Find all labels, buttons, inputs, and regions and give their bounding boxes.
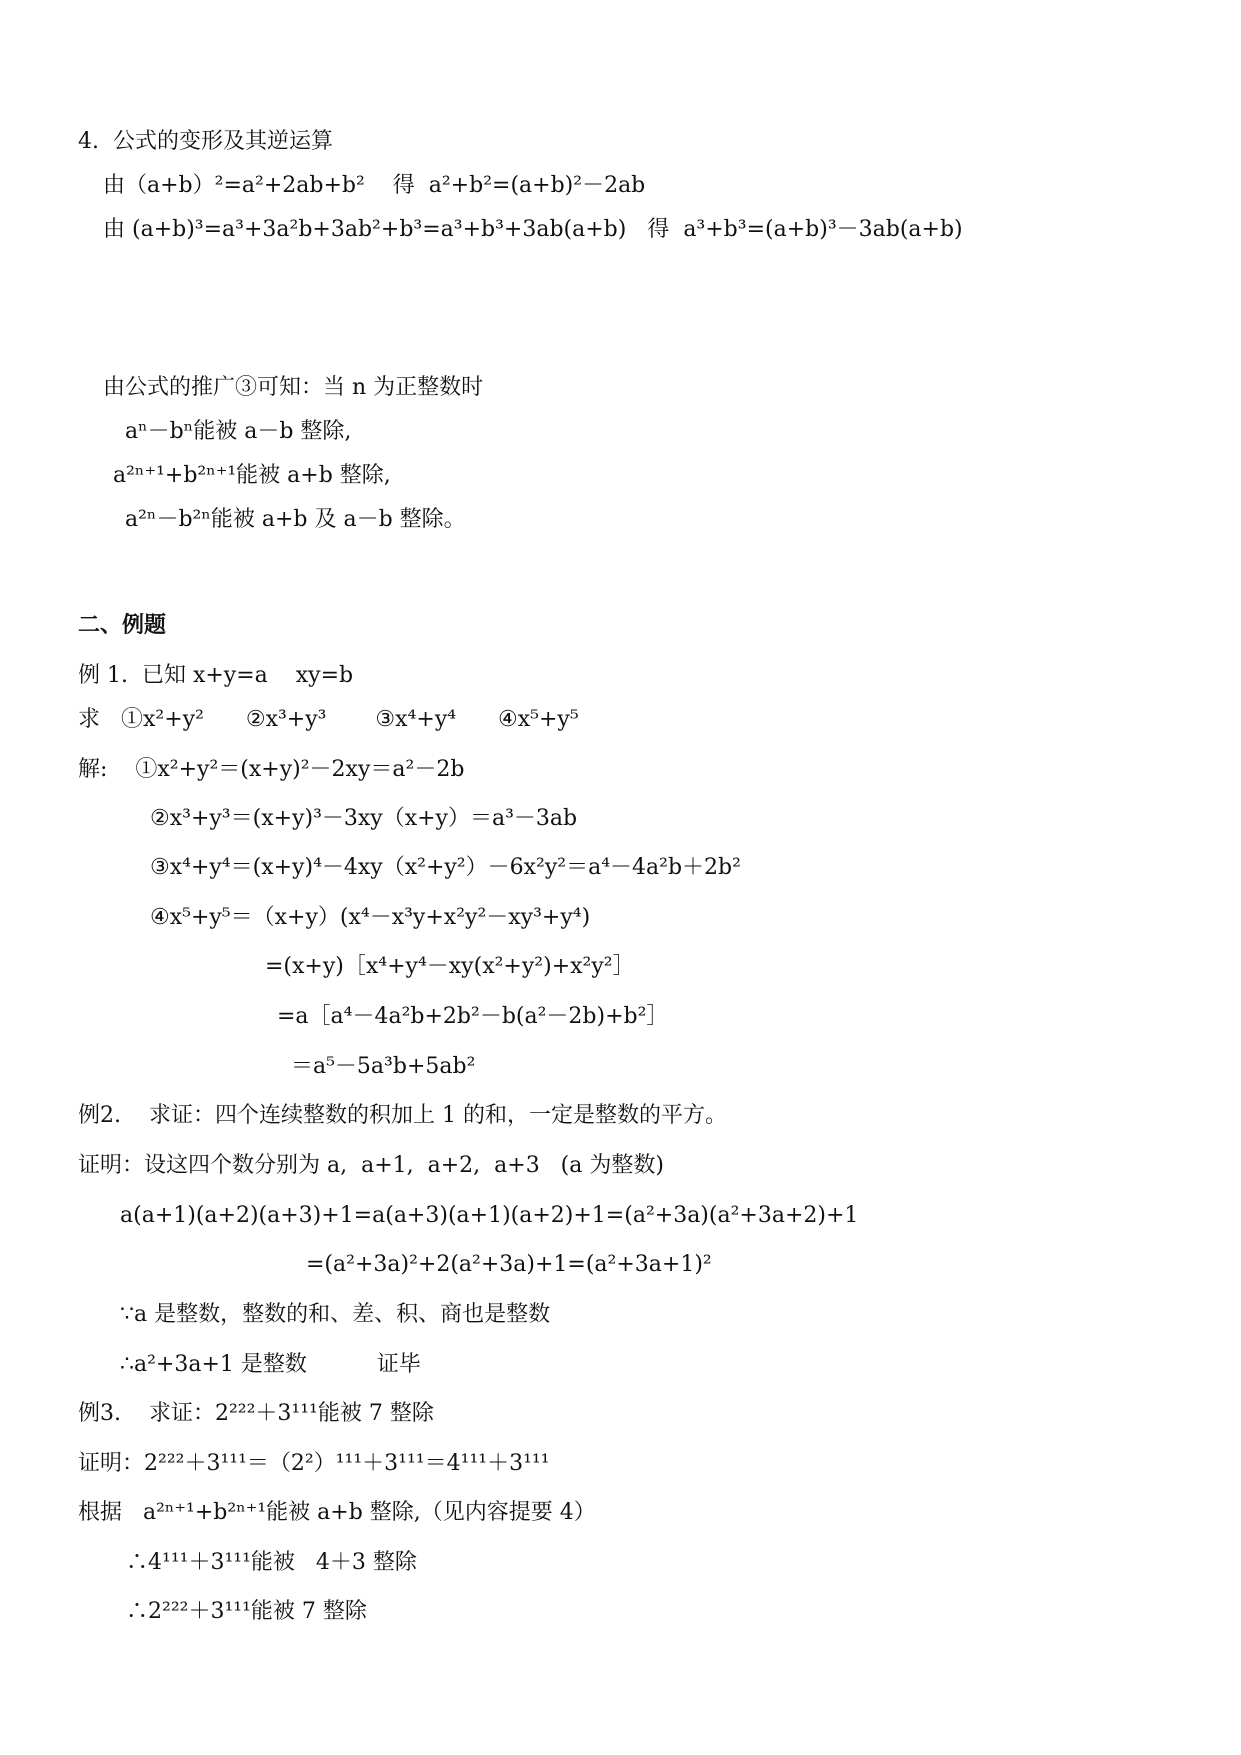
example-2-proof-expansion: a(a+1)(a+2)(a+3)+1=a(a+3)(a+1)(a+2)+1=(a²+3a)(a²+3a+2)+1 <box>120 1203 859 1228</box>
example-3-therefore-2: ∴2²²²＋3¹¹¹能被 7 整除 <box>126 1599 367 1624</box>
example-2-because: ∵a 是整数，整数的和、差、积、商也是整数 <box>120 1302 551 1327</box>
example-1-ask: 求 ①x²+y² ②x³+y³ ③x⁴+y⁴ ④x⁵+y⁵ <box>78 707 579 732</box>
example-1-solution-2: ②x³+y³＝(x+y)³－3xy（x+y）＝a³－3ab <box>150 806 578 831</box>
example-1-solution-4: ④x⁵+y⁵＝（x+y）(x⁴－x³y+x²y²－xy³+y⁴) <box>150 905 591 930</box>
section-4-heading: 4. 公式的变形及其逆运算 <box>78 129 333 154</box>
formula-line-square: 由（a+b）²=a²+2ab+b² 得 a²+b²=(a+b)²－2ab <box>103 173 646 198</box>
example-2-therefore: ∴a²+3a+1 是整数 证毕 <box>120 1352 421 1377</box>
example-2-proof-setup: 证明：设这四个数分别为 a, a+1, a+2, a+3 (a 为整数) <box>78 1153 664 1178</box>
example-1-solution-4-step-2: =(x+y)［x⁴+y⁴－xy(x²+y²)+x²y²］ <box>265 954 635 979</box>
formula-line-cube: 由 (a+b)³=a³+3a²b+3ab²+b³=a³+b³+3ab(a+b) 得 a³+b³=(a+b)³－3ab(a+b) <box>103 217 963 242</box>
example-1-solution-1: 解: ①x²+y²＝(x+y)²－2xy＝a²－2b <box>78 757 465 782</box>
example-3-basis: 根据 a²ⁿ⁺¹+b²ⁿ⁺¹能被 a+b 整除,（见内容提要 4） <box>78 1500 596 1525</box>
example-3-therefore-1: ∴4¹¹¹＋3¹¹¹能被 4＋3 整除 <box>126 1550 417 1575</box>
example-2-statement: 例2. 求证：四个连续整数的积加上 1 的和，一定是整数的平方。 <box>78 1103 727 1128</box>
example-1-solution-4-step-3: =a［a⁴－4a²b+2b²－b(a²－2b)+b²］ <box>277 1004 669 1029</box>
divisibility-rule-2: a²ⁿ⁺¹+b²ⁿ⁺¹能被 a+b 整除, <box>113 463 391 488</box>
divisibility-rule-1: aⁿ－bⁿ能被 a－b 整除, <box>125 419 352 444</box>
example-1-given: 例 1. 已知 x+y=a xy=b <box>78 663 354 688</box>
divisibility-rule-3: a²ⁿ－b²ⁿ能被 a+b 及 a－b 整除。 <box>125 507 466 532</box>
example-1-solution-4-step-4: ＝a⁵－5a³b+5ab² <box>291 1054 476 1079</box>
example-3-statement: 例3. 求证：2²²²＋3¹¹¹能被 7 整除 <box>78 1401 434 1426</box>
section-examples-heading: 二、例题 <box>78 613 167 638</box>
divisibility-intro: 由公式的推广③可知：当 n 为正整数时 <box>103 375 484 400</box>
example-2-proof-square: =(a²+3a)²+2(a²+3a)+1=(a²+3a+1)² <box>306 1252 712 1277</box>
example-1-solution-3: ③x⁴+y⁴＝(x+y)⁴－4xy（x²+y²）－6x²y²＝a⁴－4a²b＋2b² <box>150 855 741 880</box>
example-3-proof: 证明：2²²²＋3¹¹¹＝（2²）¹¹¹＋3¹¹¹＝4¹¹¹＋3¹¹¹ <box>78 1451 550 1476</box>
